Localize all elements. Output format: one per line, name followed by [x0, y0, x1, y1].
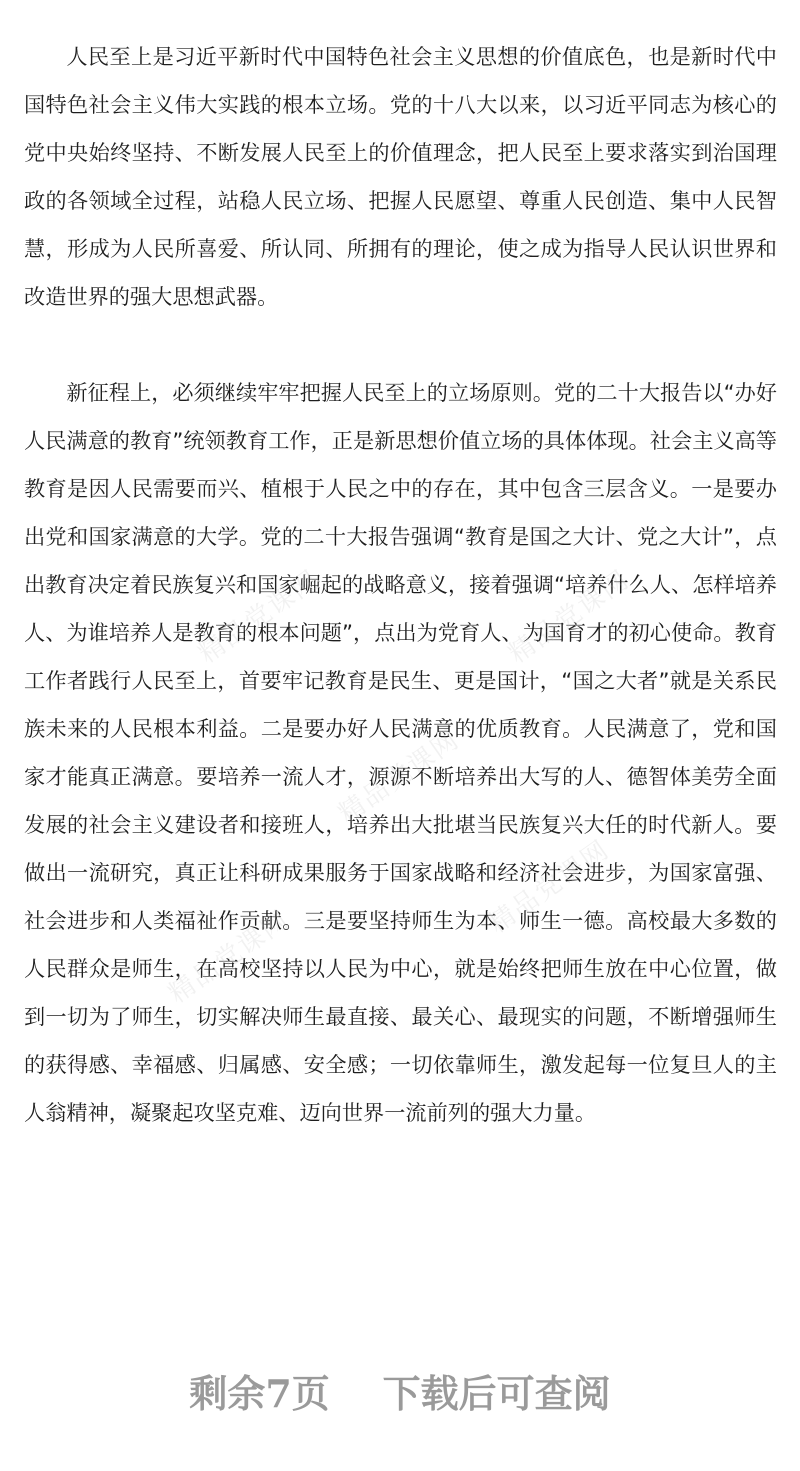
paragraph-1: 人民至上是习近平新时代中国特色社会主义思想的价值底色，也是新时代中国特色社会主义伟大实践的根本立场。党的十八大以来，以习近平同志为核心的党中央始终坚持、不断发展人民至上的价值理念，把人民至上要求落实到治国理政的各领域全过程，站稳人民立场、把握人民愿望、尊重人民创造、集中人民智慧，形成为人民所喜爱、所认同、所拥有的理论，使之成为指导人民认识世界和改造世界的强大思想武器。 [24, 44, 777, 309]
watermark-text: 精品党课网 [503, 564, 636, 670]
document-body [24, 33, 777, 1137]
watermark-text: 精品党课网 [193, 564, 326, 670]
watermark-text: 精品党课网 [483, 834, 616, 940]
paragraph-2: 新征程上，必须继续牢牢把握人民至上的立场原则。党的二十大报告以“办好人民满意的教育”统领教育工作，正是新思想价值立场的具体体现。社会主义高等教育是因人民需要而兴、植根于人民之中的存在，其中包含三层含义。一是要办出党和国家满意的大学。党的二十大报告强调“教育是国之大计、党之大计”，点出教育决定着民族复兴和国家崛起的战略意义，接着强调“培养什么人、怎样培养人、为谁培养人是教育的根本问题”，点出为党育人、为国育才的初心使命。教育工作者践行人民至上，首要牢记教育是民生、更是国计，“国之大者”就是关系民族未来的人民根本利益。二是要办好人民满意的优质教育。人民满意了，党和国家才能真正满意。要培养一流人才，源源不断培养出大写的人、德智体美劳全面发展的社会主义建设者和接班人，培养出大批堪当民族复兴大任的时代新人。要做出一流研究，真正让科研成果服务于国家战略和经济社会进步，为国家富强、社会进步和人类福祉作贡献。三是要坚持师生为本、师生一德。高校最大多数的人民群众是师生，在高校坚持以人民为中心，就是始终把师生放在中心位置，做到一切为了师生，切实解决师生最直接、最关心、最现实的问题，不断增强师生的获得感、幸福感、归属感、安全感；一切依靠师生，激发起每一位复旦人的主人翁精神，凝聚起攻坚克难、迈向世界一流前列的强大力量。 [24, 380, 777, 1125]
watermark-text: 精品党课网 [333, 724, 466, 830]
remaining-pages-banner[interactable]: 剩余7页 下载后可查阅 [189, 1371, 611, 1416]
watermark-text: 精品党课网 [163, 904, 296, 1010]
